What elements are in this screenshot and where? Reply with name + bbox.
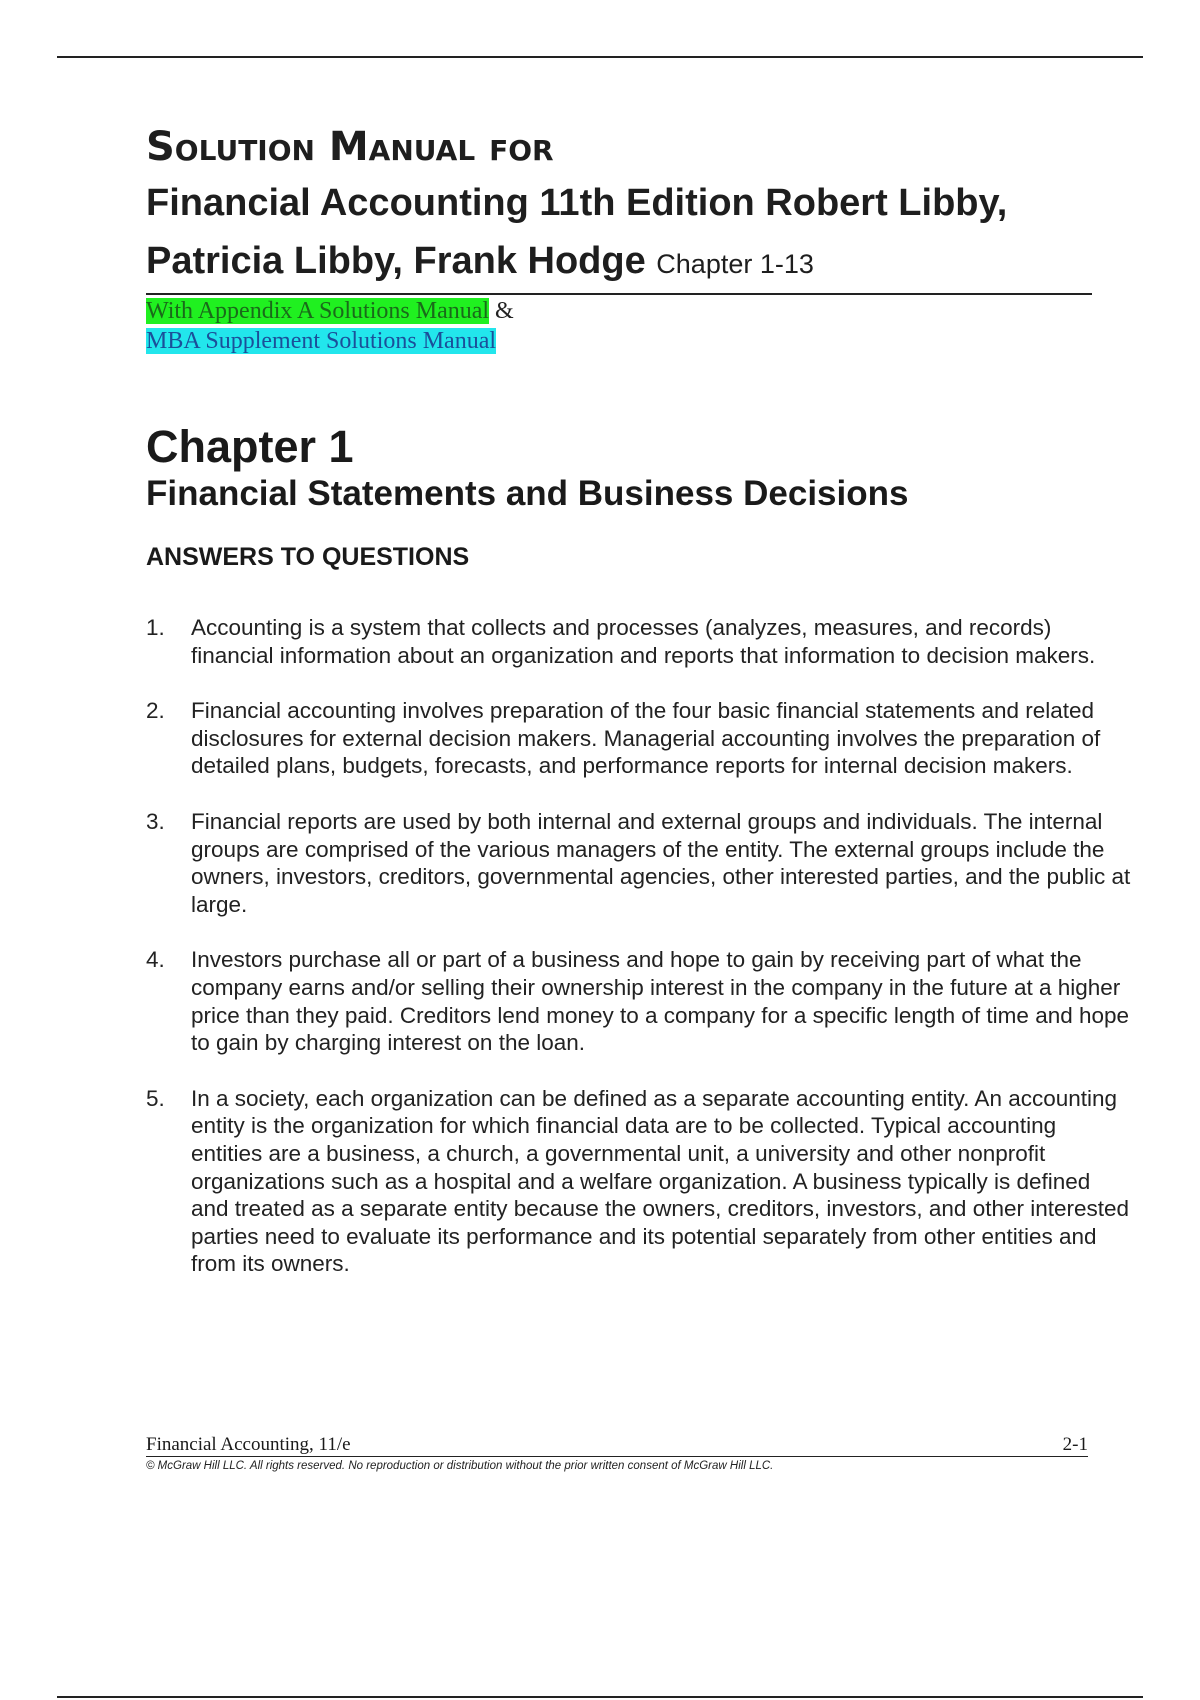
appendix-ampersand: &	[495, 298, 514, 324]
answer-item	[146, 808, 1131, 918]
answer-item	[146, 946, 1131, 1056]
chapter-title: Financial Statements and Business Decisions	[146, 474, 909, 513]
footer-copyright: © McGraw Hill LLC. All rights reserved. No reproduction or distribution without the prior written consent of McGraw Hill LLC.	[146, 1460, 774, 1472]
page-content	[146, 120, 1131, 1306]
title-authors-text: Patricia Libby, Frank Hodge	[146, 240, 646, 282]
appendix-note	[146, 296, 1092, 356]
answer-number: 5.	[146, 1085, 165, 1111]
title-chapter-range: Chapter 1-13	[656, 249, 814, 279]
answer-text: Financial reports are used by both internal and external groups and individuals. The internal groups are comprised of the various managers of the entity. The external groups include the owners, investors, creditors, governmental agencies, other interested parties, and the public at large.	[191, 808, 1131, 917]
appendix-line-1	[146, 296, 1092, 326]
answer-item	[146, 614, 1131, 669]
footer-book-title: Financial Accounting, 11/e	[146, 1434, 351, 1455]
answer-number: 2.	[146, 698, 165, 724]
title-book: Financial Accounting 11th Edition Robert Libby,	[146, 182, 1008, 224]
top-rule	[57, 56, 1143, 58]
answer-item	[146, 1085, 1131, 1278]
footer-page-number: 2-1	[1062, 1434, 1088, 1455]
answers-list	[146, 614, 1131, 1278]
chapter-number: Chapter 1	[146, 421, 354, 472]
section-heading: ANSWERS TO QUESTIONS	[146, 543, 470, 571]
answer-text: Financial accounting involves preparation of the four basic financial statements and related disclosures for external decision makers. Managerial accounting involves the preparation of detailed plans, budgets, forecasts, and performance reports for internal decision makers.	[191, 698, 1101, 779]
bottom-rule	[57, 1696, 1143, 1698]
title-solution-manual: Solution Manual for	[146, 124, 554, 170]
page-footer	[146, 1434, 1088, 1472]
appendix-a-highlight: With Appendix A Solutions Manual	[146, 298, 490, 324]
answer-item	[146, 697, 1131, 780]
appendix-line-2	[146, 326, 1092, 356]
mba-supplement-highlight: MBA Supplement Solutions Manual	[146, 328, 497, 354]
answer-text: Accounting is a system that collects and processes (analyzes, measures, and records) financial information about an organization and reports that information to decision makers.	[191, 615, 1096, 668]
answer-text: In a society, each organization can be defined as a separate accounting entity. An accounting entity is the organization for which financial data are to be collected. Typical accounting entities are a business, a church, a governmental unit, a university and other nonprofit organizations such as a hospital and a welfare organization. A business typically is defined and treated as a separate entity because the owners, creditors, investors, and other interested parties need to evaluate its performance and its potential separately from other entities and from its owners.	[191, 1085, 1130, 1277]
footer-row	[146, 1434, 1088, 1457]
answer-number: 1.	[146, 615, 165, 640]
answer-text: Investors purchase all or part of a business and hope to gain by receiving part of what the company earns and/or selling their ownership interest in the company in the future at a higher price than they paid. Creditors lend money to a company for a specific length of time and hope to gain by charging interest on the loan.	[191, 947, 1130, 1056]
answer-number: 3.	[146, 808, 165, 834]
title-underline	[146, 293, 1092, 295]
answer-number: 4.	[146, 947, 165, 973]
title-authors	[146, 232, 1092, 293]
